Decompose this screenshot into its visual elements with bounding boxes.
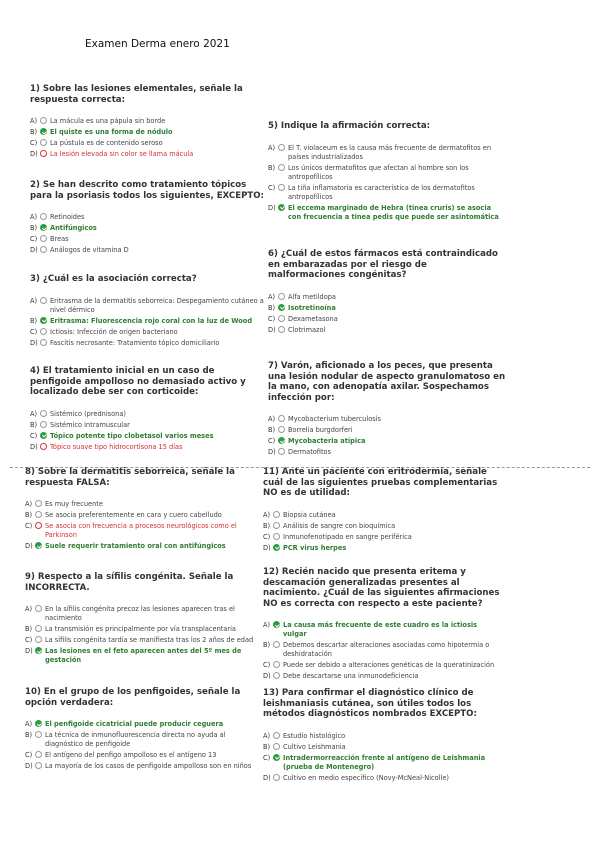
answer-option[interactable]: [30, 117, 268, 126]
option-text: Inmunofenotipado en sangre periférica: [283, 532, 412, 541]
option-letter: D): [268, 203, 276, 212]
question-text: 10) En el grupo de los penfigoides, señale la opción verdadera:: [25, 687, 241, 708]
answer-option[interactable]: [30, 297, 268, 315]
question-text: 4) El tratamiento inicial en un caso de penfigoide ampolloso no demasiado activo y localizado debe ser con corticoide:: [30, 366, 246, 397]
option-text: Intradermorreacción frente al antígeno de Leishmania (prueba de Montenegro): [283, 753, 486, 771]
answer-option[interactable]: [263, 661, 501, 670]
radio-button-icon[interactable]: [35, 762, 42, 769]
question-text: 5) Indique la afirmación correcta:: [268, 121, 431, 131]
answer-option[interactable]: [25, 636, 263, 645]
option-letter: A): [268, 292, 276, 301]
option-letter: D): [25, 542, 33, 550]
answer-option[interactable]: [263, 774, 501, 783]
answer-option[interactable]: [30, 339, 268, 348]
option-letter: D): [30, 338, 38, 347]
option-text: El quiste es una forma de nódulo: [50, 128, 173, 136]
answer-option[interactable]: [268, 326, 506, 335]
option-letter: D): [25, 762, 33, 770]
radio-button-icon[interactable]: [40, 421, 47, 428]
option-letter: D): [30, 150, 38, 158]
radio-button-icon[interactable]: [35, 636, 42, 643]
answer-option[interactable]: [25, 720, 263, 729]
answer-option[interactable]: [263, 672, 501, 681]
radio-button-icon[interactable]: [278, 448, 285, 455]
answer-option[interactable]: [268, 144, 506, 162]
radio-button-icon[interactable]: [273, 672, 280, 679]
answer-option[interactable]: [30, 128, 268, 137]
option-letter: C): [25, 751, 33, 759]
radio-button-icon[interactable]: [40, 410, 47, 417]
answer-option[interactable]: [30, 432, 268, 441]
option-text: La lesión elevada sin color se llama mácula: [50, 150, 194, 158]
option-text: Cultivo en medio específico (Novy-McNeal-Nicolle): [283, 773, 450, 782]
radio-button-icon[interactable]: [273, 743, 280, 750]
radio-button-icon[interactable]: [278, 293, 285, 300]
question-text: 2) Se han descrito como tratamiento tópicos para la psoriasis todos los siguientes, EXCEPTO:: [30, 180, 264, 201]
option-letter: C): [268, 183, 276, 192]
check-circle-icon[interactable]: [40, 432, 47, 439]
option-letter: D): [263, 543, 271, 552]
question-text: 3) ¿Cuál es la asociación correcta?: [30, 274, 197, 284]
question-text: 11) Ante un paciente con eritrodermia, señale cuál de las siguientes pruebas complementarias NO es de utilidad:: [263, 467, 498, 498]
answer-option[interactable]: [268, 437, 506, 446]
question-10: [25, 687, 263, 773]
option-text: Debe descartarse una inmunodeficiencia: [283, 672, 419, 680]
option-letter: D): [263, 672, 271, 680]
radio-button-icon[interactable]: [273, 522, 280, 529]
answer-option[interactable]: [268, 204, 506, 222]
radio-button-icon[interactable]: [278, 426, 285, 433]
radio-button-icon[interactable]: [35, 500, 42, 507]
option-text: El antígeno del penfigo ampolloso es el antígeno 13: [45, 751, 217, 759]
answer-option[interactable]: [25, 500, 263, 509]
answer-option[interactable]: [25, 542, 263, 551]
option-letter: B): [30, 316, 38, 325]
answer-option[interactable]: [25, 511, 263, 520]
option-letter: A): [263, 621, 271, 629]
check-circle-icon[interactable]: [273, 621, 280, 628]
check-circle-icon[interactable]: [40, 224, 47, 231]
answer-option[interactable]: [268, 293, 506, 302]
option-letter: B): [30, 224, 38, 232]
radio-button-icon[interactable]: [278, 184, 285, 191]
question-text: 13) Para confirmar el diagnóstico clínico de leishmaniasis cutánea, son útiles todos los métodos diagnósticos nombrados EXCEPTO:: [263, 688, 477, 719]
option-text: Breas: [50, 235, 69, 243]
answer-option[interactable]: [25, 625, 263, 634]
answer-option[interactable]: [263, 544, 501, 553]
question-1: [30, 84, 268, 161]
answer-option[interactable]: [25, 647, 263, 665]
answer-option[interactable]: [30, 150, 268, 159]
option-text: Debemos descartar alteraciones asociadas como hipotermia o deshidratación: [283, 641, 490, 658]
option-text: Retinoides: [50, 213, 85, 221]
option-letter: C): [268, 314, 276, 323]
option-text: Dermatofitos: [288, 448, 332, 456]
check-circle-icon[interactable]: [40, 317, 47, 324]
option-text: La sífilis congénita tardía se manifiesta tras los 2 años de edad: [45, 636, 254, 644]
question-text: 8) Sobre la dermatitis seborreica, señale la respuesta FALSA:: [25, 467, 235, 488]
option-letter: D): [30, 246, 38, 254]
radio-button-icon[interactable]: [273, 641, 280, 648]
option-text: Análisis de sangre con bioquímica: [283, 521, 396, 530]
option-letter: A): [30, 117, 38, 125]
question-13: [263, 688, 501, 785]
check-circle-icon[interactable]: [278, 204, 285, 211]
option-text: Análogos de vitamina D: [50, 246, 129, 254]
option-text: La tiña inflamatoria es característica de los dermatofitos antropofílicos: [288, 183, 475, 201]
answer-option[interactable]: [263, 621, 501, 639]
radio-button-icon[interactable]: [35, 522, 42, 529]
option-letter: B): [30, 128, 38, 136]
check-circle-icon[interactable]: [40, 128, 47, 135]
option-text: Fascitis necrosante: Tratamiento tópico domiciliario: [50, 338, 220, 347]
answer-option[interactable]: [263, 641, 501, 659]
option-text: La causa más frecuente de este cuadro es la ictiosis vulgar: [283, 621, 478, 638]
option-letter: C): [263, 532, 271, 541]
radio-button-icon[interactable]: [40, 139, 47, 146]
question-2: [30, 180, 268, 257]
answer-option[interactable]: [25, 731, 263, 749]
option-text: Cultivo Leishmania: [283, 742, 346, 751]
option-text: Los únicos dermatofitos que afectan al hombre son los antropofílicos: [288, 163, 469, 181]
radio-button-icon[interactable]: [273, 732, 280, 739]
option-text: La mácula es una pápula sin borde: [50, 117, 166, 125]
radio-button-icon[interactable]: [40, 117, 47, 124]
question-7: [268, 361, 506, 459]
radio-button-icon[interactable]: [273, 533, 280, 540]
option-text: El penfigoide cicatricial puede producir ceguera: [45, 720, 224, 728]
option-text: Alfa metildopa: [288, 292, 336, 301]
radio-button-icon[interactable]: [40, 246, 47, 253]
check-circle-icon[interactable]: [278, 304, 285, 311]
answer-option[interactable]: [30, 139, 268, 148]
option-text: En la sífilis congénita precoz las lesiones aparecen tras el nacimiento: [45, 605, 235, 622]
option-letter: B): [263, 641, 271, 649]
option-text: El eccema marginado de Hebra (tinea cruris) se asocia con frecuencia a tinea pedis que puede ser asintomática: [288, 203, 499, 221]
radio-button-icon[interactable]: [40, 443, 47, 450]
option-letter: C): [30, 235, 38, 243]
option-text: Biopsia cutánea: [283, 510, 336, 519]
question-text: 12) Recién nacido que presenta eritema y descamación generalizadas presentes al nacimiento. ¿Cuál de las siguientes afirmaciones NO es correcta con respecto a este paciente?: [263, 567, 500, 609]
option-letter: B): [268, 303, 276, 312]
radio-button-icon[interactable]: [35, 731, 42, 738]
question-3: [30, 274, 268, 350]
option-letter: A): [30, 296, 38, 305]
option-letter: B): [25, 625, 33, 633]
option-letter: B): [25, 511, 33, 519]
answer-option[interactable]: [268, 415, 506, 424]
radio-button-icon[interactable]: [278, 315, 285, 322]
question-9: [25, 572, 263, 667]
option-text: Mycobacterium tuberculosis: [288, 415, 381, 423]
answer-option[interactable]: [30, 317, 268, 326]
question-8: [25, 467, 263, 553]
question-12: [263, 567, 501, 683]
answer-option[interactable]: [25, 762, 263, 771]
option-letter: C): [30, 139, 38, 147]
option-letter: D): [25, 647, 33, 655]
option-text: Estudio histológico: [283, 731, 346, 740]
option-letter: B): [263, 742, 271, 751]
answer-option[interactable]: [25, 751, 263, 760]
option-text: Tópico suave tipo hidrocortisona 15 días: [50, 442, 183, 451]
option-letter: B): [268, 163, 276, 172]
option-text: Ictiosis: Infección de origen bacteriano: [50, 327, 178, 336]
option-text: El T. violaceum es la causa más frecuente de dermatofitos en países industrializados: [288, 143, 492, 161]
option-letter: A): [263, 510, 271, 519]
radio-button-icon[interactable]: [35, 625, 42, 632]
radio-button-icon[interactable]: [40, 297, 47, 304]
option-letter: C): [25, 636, 33, 644]
answer-option[interactable]: [268, 426, 506, 435]
radio-button-icon[interactable]: [273, 661, 280, 668]
option-letter: A): [268, 415, 276, 423]
option-letter: D): [263, 773, 271, 782]
option-text: La pústula es de contenido seroso: [50, 139, 163, 147]
answer-option[interactable]: [30, 213, 268, 222]
radio-button-icon[interactable]: [278, 164, 285, 171]
option-text: Antifúngicos: [50, 224, 97, 232]
answer-option[interactable]: [30, 224, 268, 233]
check-circle-icon[interactable]: [273, 754, 280, 761]
option-text: Se asocia preferentemente en cara y cuero cabelludo: [45, 511, 222, 519]
radio-button-icon[interactable]: [278, 326, 285, 333]
option-text: Sistémico (prednisona): [50, 409, 126, 418]
answer-option[interactable]: [268, 315, 506, 324]
option-text: Tópico potente tipo clobetasol varios meses: [50, 431, 214, 440]
option-letter: A): [30, 213, 38, 221]
option-letter: D): [268, 325, 276, 334]
radio-button-icon[interactable]: [40, 150, 47, 157]
radio-button-icon[interactable]: [278, 144, 285, 151]
option-text: Eritrasma: Fluorescencia rojo coral con la luz de Wood: [50, 316, 253, 325]
answer-option[interactable]: [30, 235, 268, 244]
answer-option[interactable]: [263, 522, 501, 531]
option-text: Suele requerir tratamiento oral con antifúngicos: [45, 542, 226, 550]
option-letter: C): [263, 753, 271, 762]
answer-option[interactable]: [25, 522, 263, 540]
answer-option[interactable]: [263, 533, 501, 542]
radio-button-icon[interactable]: [40, 213, 47, 220]
option-text: Sistémico intramuscular: [50, 420, 130, 429]
answer-option[interactable]: [263, 743, 501, 752]
option-letter: C): [30, 327, 38, 336]
option-text: Es muy frecuente: [45, 500, 103, 508]
question-6: [268, 249, 506, 337]
question-11: [263, 467, 501, 555]
question-text: 6) ¿Cuál de estos fármacos está contraindicado en embarazadas por el riesgo de malformaciones congénitas?: [268, 249, 498, 280]
answer-option[interactable]: [263, 754, 501, 772]
radio-button-icon[interactable]: [35, 511, 42, 518]
check-circle-icon[interactable]: [35, 720, 42, 727]
option-letter: B): [30, 420, 38, 429]
option-letter: A): [263, 731, 271, 740]
radio-button-icon[interactable]: [278, 415, 285, 422]
option-text: Clotrimazol: [288, 325, 326, 334]
check-circle-icon[interactable]: [35, 542, 42, 549]
answer-option[interactable]: [30, 328, 268, 337]
radio-button-icon[interactable]: [35, 751, 42, 758]
option-text: Se asocia con frecuencia a procesos neurológicos como el Parkinson: [45, 522, 237, 539]
answer-option[interactable]: [30, 421, 268, 430]
option-text: Puede ser debido a alteraciones genéticas de la queratinización: [283, 661, 495, 669]
option-letter: D): [30, 442, 38, 451]
answer-option[interactable]: [30, 246, 268, 255]
answer-option[interactable]: [268, 304, 506, 313]
radio-button-icon[interactable]: [40, 328, 47, 335]
option-text: La mayoría de los casos de penfigoide ampolloso son en niños: [45, 762, 252, 770]
answer-option[interactable]: [268, 164, 506, 182]
radio-button-icon[interactable]: [40, 339, 47, 346]
question-4: [30, 366, 268, 454]
option-text: Mycobacteria atípica: [288, 437, 366, 445]
radio-button-icon[interactable]: [273, 511, 280, 518]
check-circle-icon[interactable]: [273, 544, 280, 551]
option-letter: C): [25, 522, 33, 530]
option-text: PCR virus herpes: [283, 543, 347, 552]
question-text: 1) Sobre las lesiones elementales, señale la respuesta correcta:: [30, 84, 243, 105]
option-letter: A): [30, 409, 38, 418]
answer-option[interactable]: [263, 732, 501, 741]
option-text: Eritrasma de la dermatitis seborreica: Despegamiento cutáneo a nivel dérmico: [50, 296, 264, 314]
question-text: 7) Varón, aficionado a los peces, que presenta una lesión nodular de aspecto granulomatoso en la mano, con adenopatía axilar. Sospechamos infección por:: [268, 361, 506, 403]
option-text: Dexametasona: [288, 314, 338, 323]
check-circle-icon[interactable]: [35, 647, 42, 654]
document-title: Examen Derma enero 2021: [85, 38, 230, 50]
option-text: La transmisión es principalmente por vía transplacentaria: [45, 625, 236, 633]
radio-button-icon[interactable]: [40, 235, 47, 242]
option-letter: B): [263, 521, 271, 530]
answer-option[interactable]: [268, 184, 506, 202]
answer-option[interactable]: [30, 443, 268, 452]
radio-button-icon[interactable]: [273, 774, 280, 781]
option-letter: A): [268, 143, 276, 152]
option-letter: D): [268, 448, 276, 456]
question-text: 9) Respecto a la sífilis congénita. Señale la INCORRECTA.: [25, 572, 234, 593]
option-letter: C): [30, 431, 38, 440]
option-text: Isotretinoína: [288, 303, 336, 312]
option-letter: C): [268, 437, 276, 445]
radio-button-icon[interactable]: [35, 605, 42, 612]
answer-option[interactable]: [268, 448, 506, 457]
question-5: [268, 121, 506, 224]
answer-option[interactable]: [25, 605, 263, 623]
option-letter: A): [25, 500, 33, 508]
option-text: Las lesiones en el feto aparecen antes del 5º mes de gestación: [45, 647, 242, 664]
option-letter: A): [25, 720, 33, 728]
answer-option[interactable]: [263, 511, 501, 520]
option-letter: C): [263, 661, 271, 669]
option-text: Borrelia burgdorferi: [288, 426, 353, 434]
option-letter: B): [268, 426, 276, 434]
answer-option[interactable]: [30, 410, 268, 419]
option-text: La técnica de inmunofluorescencia directa no ayuda al diagnóstico de penfigoide: [45, 731, 226, 748]
option-letter: B): [25, 731, 33, 739]
option-letter: A): [25, 605, 33, 613]
check-circle-icon[interactable]: [278, 437, 285, 444]
